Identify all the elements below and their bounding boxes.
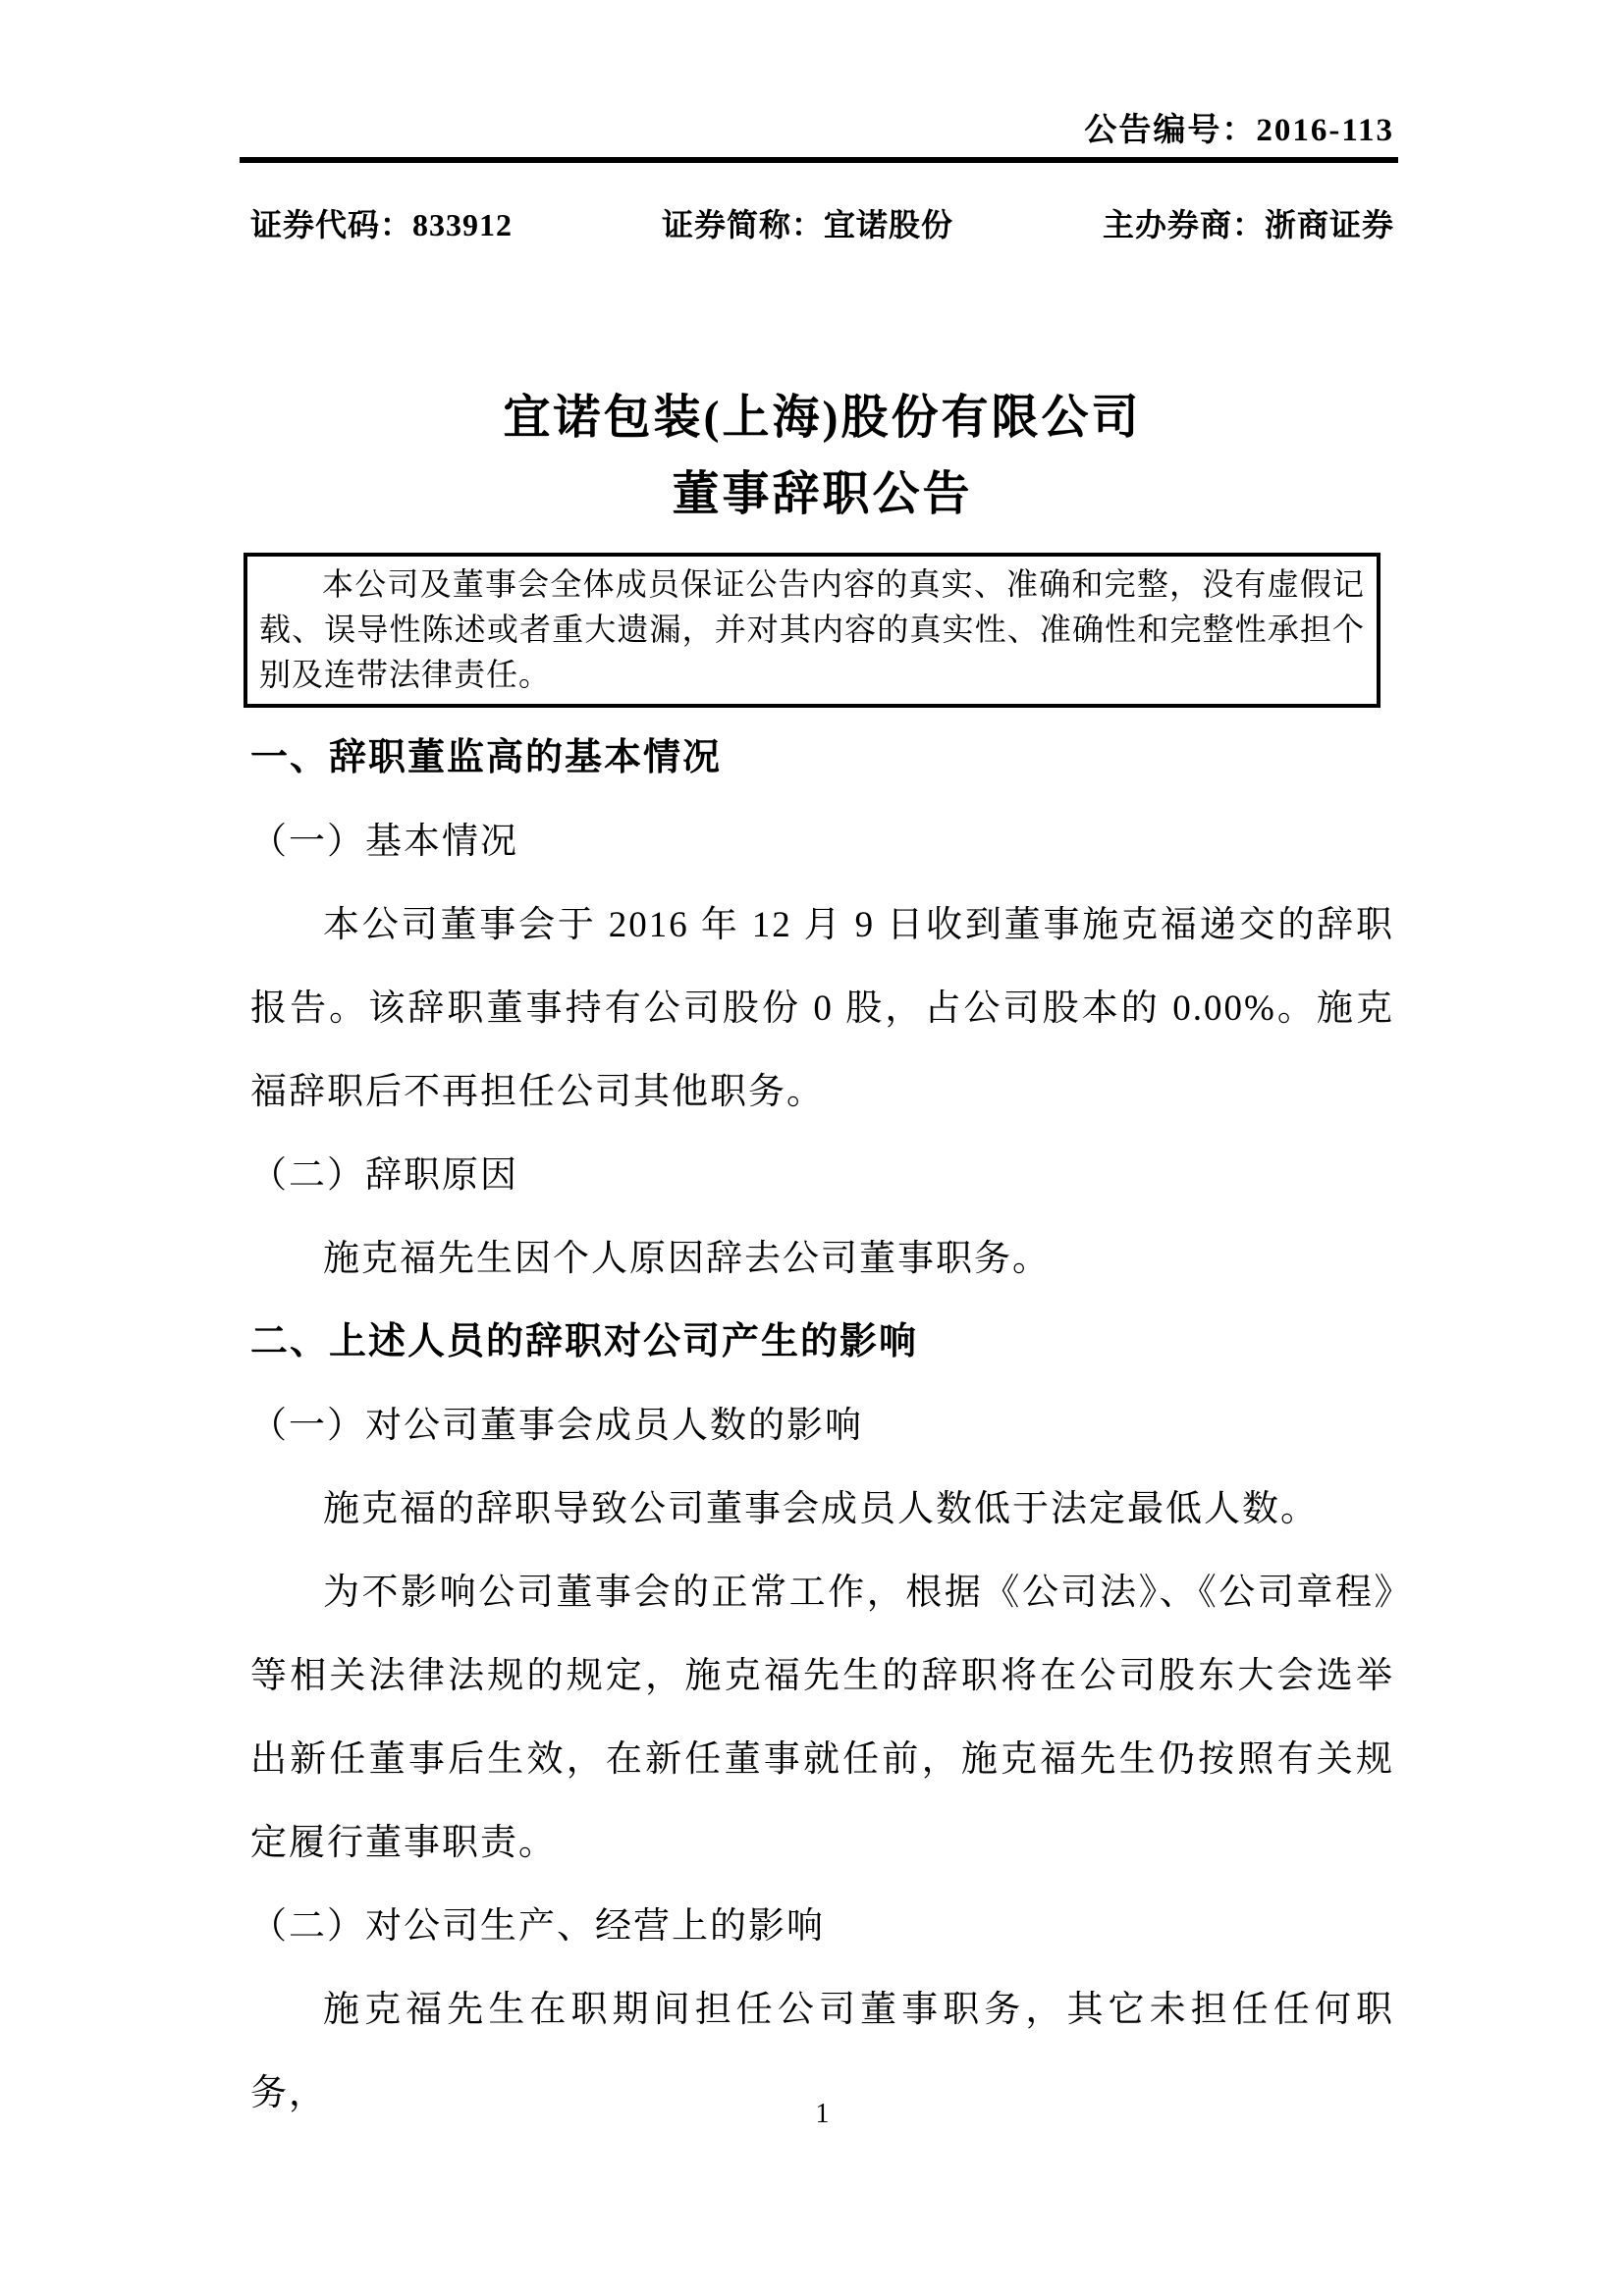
section-heading: 二、上述人员的辞职对公司产生的影响 bbox=[250, 1321, 919, 1362]
stock-code: 证券代码：833912 bbox=[250, 207, 514, 242]
paragraph: 施克福的辞职导致公司董事会成员人数低于法定最低人数。 bbox=[323, 1489, 1319, 1529]
stock-abbreviation: 证券简称：宜诺股份 bbox=[661, 207, 953, 242]
subsection-heading: （一）对公司董事会成员人数的影响 bbox=[250, 1406, 863, 1446]
sponsor-broker: 主办券商：浙商证券 bbox=[1102, 207, 1394, 242]
paragraph: 本公司董事会于 2016 年 12 月 9 日收到董事施克福递交的辞职报告。该辞职董事持有公司股份 0 股，占公司股本的 0.00%。施克福辞职后不再担任公司其他职务。 bbox=[250, 905, 1394, 1112]
document-body bbox=[250, 717, 1394, 2135]
announcement-number: 公告编号：2016-113 bbox=[1084, 113, 1394, 148]
company-title: 宜诺包装(上海)股份有限公司 bbox=[503, 392, 1142, 444]
paragraph: 施克福先生在职期间担任公司董事职务，其它未担任任何职务， bbox=[250, 1990, 1394, 2113]
disclaimer-box bbox=[244, 553, 1380, 708]
subsection-heading: （二）对公司生产、经营上的影响 bbox=[250, 1906, 825, 1947]
subsection-heading: （一）基本情况 bbox=[250, 822, 518, 862]
disclaimer-text: 本公司及董事会全体成员保证公告内容的真实、准确和完整，没有虚假记载、误导性陈述或者重大遗漏，并对其内容的真实性、准确性和完整性承担个别及连带法律责任。 bbox=[259, 566, 1365, 692]
subsection-heading: （二）辞职原因 bbox=[250, 1155, 518, 1196]
header-rule bbox=[240, 157, 1398, 163]
page-number: 1 bbox=[815, 2099, 830, 2129]
paragraph: 为不影响公司董事会的正常工作，根据《公司法》、《公司章程》等相关法律法规的规定，施克福先生的辞职将在公司股东大会选举出新任董事后生效，在新任董事就任前，施克福先生仍按照有关规定履行董事职责。 bbox=[250, 1573, 1394, 1863]
paragraph: 施克福先生因个人原因辞去公司董事职务。 bbox=[323, 1239, 1051, 1279]
announcement-title: 董事辞职公告 bbox=[672, 468, 973, 520]
section-heading: 一、辞职董监高的基本情况 bbox=[250, 737, 723, 778]
securities-header bbox=[250, 200, 1394, 245]
